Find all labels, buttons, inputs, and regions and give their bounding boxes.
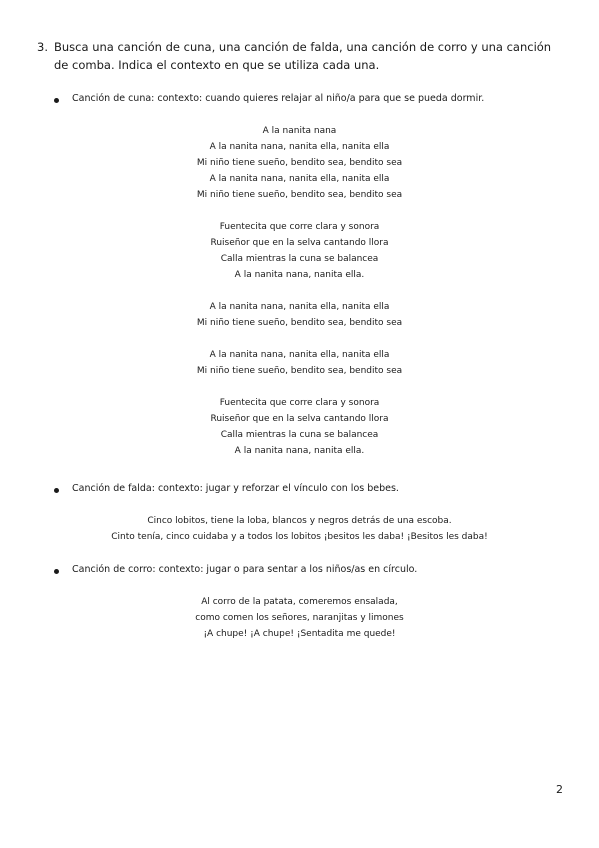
lyrics-corro bbox=[0, 594, 599, 642]
lyric-line: Mi niño tiene sueño, bendito sea, bendito sea bbox=[196, 158, 403, 168]
lyric-line: A la nanita nana, nanita ella, nanita ella bbox=[209, 142, 390, 152]
lyric-line: Cinto tenía, cinco cuidaba y a todos los lobitos ¡besitos les daba! ¡Besitos les daba! bbox=[111, 532, 488, 542]
lyrics-cuna bbox=[0, 123, 599, 459]
lyric-line: Calla mientras la cuna se balancea bbox=[220, 254, 379, 264]
bullet-text: Canción de cuna: contexto: cuando quieres relajar al niño/a para que se pueda dormir. bbox=[72, 93, 485, 104]
lyric-line: Cinco lobitos, tiene la loba, blancos y negros detrás de una escoba. bbox=[147, 516, 452, 526]
lyric-line: Mi niño tiene sueño, bendito sea, bendito sea bbox=[196, 190, 403, 200]
question-text: Busca una canción de cuna, una canción de falda, una canción de corro y una canción de comba. Indica el contexto en que se utiliza cada una. bbox=[54, 40, 552, 72]
lyric-line: Mi niño tiene sueño, bendito sea, bendito sea bbox=[196, 318, 403, 328]
lyric-line: Fuentecita que corre clara y sonora bbox=[219, 222, 380, 232]
bullet-dot-icon bbox=[54, 488, 59, 493]
lyric-line: A la nanita nana, nanita ella. bbox=[234, 446, 365, 456]
lyric-line: Al corro de la patata, comeremos ensalada, bbox=[201, 597, 398, 607]
page-number: 2 bbox=[556, 783, 563, 796]
question-number: 3. bbox=[37, 40, 48, 54]
lyric-line: A la nanita nana, nanita ella, nanita ella bbox=[209, 350, 390, 360]
lyric-line: Mi niño tiene sueño, bendito sea, bendito sea bbox=[196, 366, 403, 376]
lyrics-falda bbox=[0, 513, 599, 545]
bullet-text: Canción de falda: contexto: jugar y reforzar el vínculo con los bebes. bbox=[72, 483, 399, 494]
lyric-line: A la nanita nana, nanita ella. bbox=[234, 270, 365, 280]
lyric-line: Ruiseñor que en la selva cantando llora bbox=[210, 414, 389, 424]
lyric-line: A la nanita nana bbox=[262, 126, 337, 136]
lyric-line: A la nanita nana, nanita ella, nanita ella bbox=[209, 302, 390, 312]
bullet-text: Canción de corro: contexto: jugar o para sentar a los niños/as en círculo. bbox=[72, 564, 418, 575]
lyric-line: Fuentecita que corre clara y sonora bbox=[219, 398, 380, 408]
bullet-dot-icon bbox=[54, 569, 59, 574]
lyric-line: Calla mientras la cuna se balancea bbox=[220, 430, 379, 440]
bullet-dot-icon bbox=[54, 98, 59, 103]
lyric-line: Ruiseñor que en la selva cantando llora bbox=[210, 238, 389, 248]
lyric-line: como comen los señores, naranjitas y limones bbox=[195, 613, 404, 623]
lyric-line: ¡A chupe! ¡A chupe! ¡Sentadita me quede! bbox=[203, 629, 396, 639]
lyric-line: A la nanita nana, nanita ella, nanita ella bbox=[209, 174, 390, 184]
